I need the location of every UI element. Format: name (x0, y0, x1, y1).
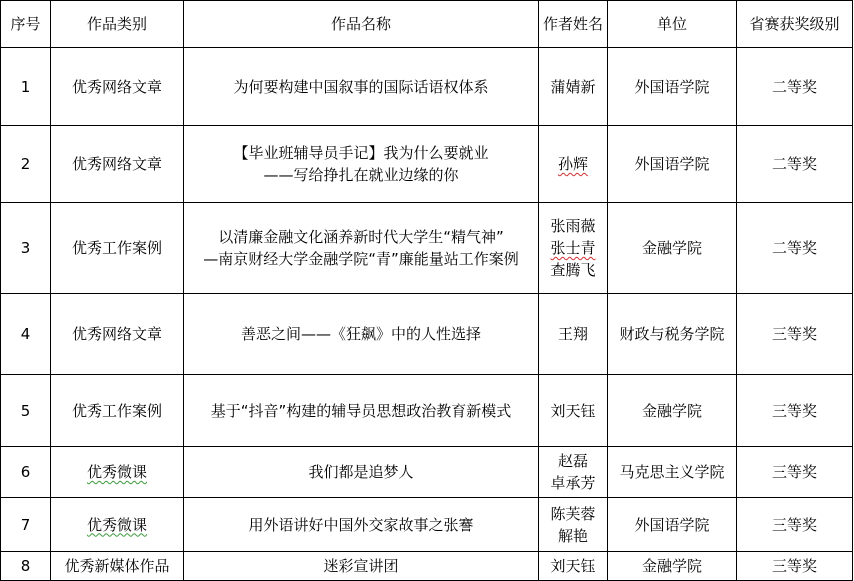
table-row (1, 126, 853, 203)
table-row (1, 447, 853, 498)
row-category: 优秀工作案例 (51, 375, 184, 447)
row-category (51, 498, 184, 552)
row-author (539, 447, 608, 498)
row-level: 三等奖 (737, 375, 853, 447)
row-index: 8 (1, 552, 51, 581)
header-category: 作品类别 (51, 1, 184, 48)
row-title (184, 447, 539, 498)
table-row (1, 48, 853, 126)
row-category: 优秀网络文章 (51, 126, 184, 203)
table-row (1, 552, 853, 581)
row-index: 7 (1, 498, 51, 552)
row-author (539, 375, 608, 447)
row-title (184, 375, 539, 447)
row-index: 2 (1, 126, 51, 203)
row-unit: 外国语学院 (608, 48, 737, 126)
title-line: 迷彩宣讲团 (323, 557, 399, 575)
row-unit: 外国语学院 (608, 498, 737, 552)
row-author (539, 294, 608, 375)
row-level: 三等奖 (737, 498, 853, 552)
row-category (51, 447, 184, 498)
author-name: 刘天钰 (550, 557, 596, 575)
header-title: 作品名称 (184, 1, 539, 48)
title-line: 为何要构建中国叙事的国际话语权体系 (233, 77, 489, 96)
title-line: ——写给挣扎在就业边缘的你 (263, 166, 459, 184)
row-category: 优秀工作案例 (51, 203, 184, 294)
row-index: 5 (1, 375, 51, 447)
author-name: 张士青 (550, 239, 596, 257)
row-unit: 财政与税务学院 (608, 294, 737, 375)
row-index: 4 (1, 294, 51, 375)
row-index: 3 (1, 203, 51, 294)
row-index: 6 (1, 447, 51, 498)
row-unit: 马克思主义学院 (608, 447, 737, 498)
row-level: 二等奖 (737, 48, 853, 126)
table-row (1, 375, 853, 447)
header-index: 序号 (1, 1, 51, 48)
row-author (539, 552, 608, 581)
author-name: 刘天钰 (550, 401, 596, 420)
header-author: 作者姓名 (539, 1, 608, 48)
category-label: 优秀微课 (86, 515, 147, 534)
title-line: —南京财经大学金融学院“青”廉能量站工作案例 (203, 250, 519, 268)
category-label: 优秀微课 (86, 463, 147, 481)
author-name: 陈芙蓉 (550, 504, 596, 523)
title-line: 用外语讲好中国外交家故事之张謇 (248, 515, 474, 534)
author-name: 解艳 (557, 526, 588, 545)
row-author (539, 203, 608, 294)
row-author (539, 126, 608, 203)
row-title (184, 552, 539, 581)
author-name: 张雨薇 (550, 217, 596, 235)
header-level: 省赛获奖级别 (737, 1, 853, 48)
row-author (539, 48, 608, 126)
row-level: 三等奖 (737, 294, 853, 375)
table-row (1, 203, 853, 294)
author-name: 王翔 (557, 325, 588, 343)
row-category: 优秀新媒体作品 (51, 552, 184, 581)
row-unit: 金融学院 (608, 552, 737, 581)
title-line: 基于“抖音”构建的辅导员思想政治教育新模式 (210, 401, 512, 420)
header-unit: 单位 (608, 1, 737, 48)
row-index: 1 (1, 48, 51, 126)
title-line: 善恶之间——《狂飙》中的人性选择 (240, 325, 481, 343)
row-unit: 金融学院 (608, 203, 737, 294)
table-row (1, 498, 853, 552)
row-level: 三等奖 (737, 552, 853, 581)
row-level: 三等奖 (737, 447, 853, 498)
header-row (1, 1, 853, 48)
author-name: 孙辉 (557, 155, 588, 173)
row-title (184, 126, 539, 203)
row-category: 优秀网络文章 (51, 294, 184, 375)
row-title (184, 203, 539, 294)
row-unit: 金融学院 (608, 375, 737, 447)
row-category: 优秀网络文章 (51, 48, 184, 126)
title-line: 【毕业班辅导员手记】我为什么要就业 (233, 144, 489, 162)
row-title (184, 294, 539, 375)
row-title (184, 48, 539, 126)
row-level: 二等奖 (737, 203, 853, 294)
table-row (1, 294, 853, 375)
title-line: 我们都是追梦人 (308, 463, 414, 481)
author-name: 卓承芳 (550, 474, 596, 492)
author-name: 查腾飞 (550, 261, 596, 279)
author-name: 蒲婧新 (550, 77, 596, 96)
title-line: 以清廉金融文化涵养新时代大学生“精气神” (218, 228, 504, 246)
row-author (539, 498, 608, 552)
row-unit: 外国语学院 (608, 126, 737, 203)
author-name: 赵磊 (557, 452, 588, 470)
row-title (184, 498, 539, 552)
row-level: 二等奖 (737, 126, 853, 203)
